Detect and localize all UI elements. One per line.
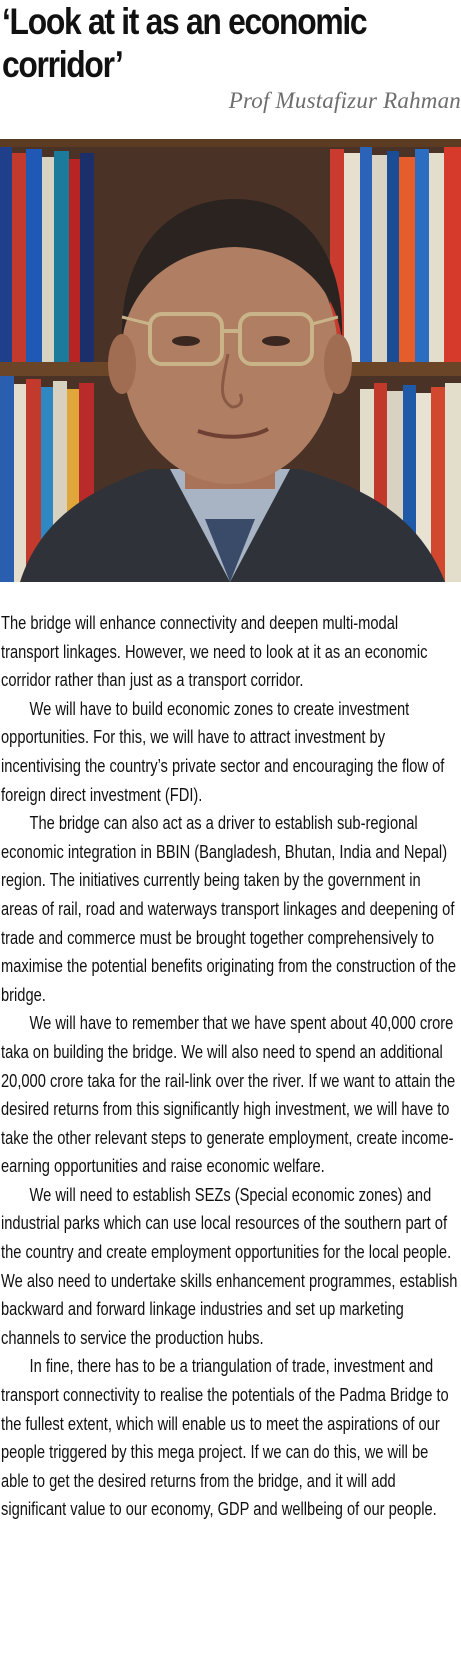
paragraph: We will need to establish SEZs (Special economic zones) and industrial parks which can use local resources of the southern part of the country and create employment opportunities for the local people. We also need to undertake skills enhancement programmes, establish backward and forward linkage industries and set up marketing channels to service the production hubs.	[1, 1184, 458, 1348]
byline: Prof Mustafizur Rahman	[228, 88, 461, 113]
article-body	[1, 609, 457, 1524]
portrait-photo	[0, 139, 461, 582]
paragraph: In fine, there has to be a triangulation of trade, investment and transport connectivity to realise the potentials of the Padma Bridge to the fullest extent, which will enable us to meet the aspirations of our people triggered by this mega project. If we can do this, we will be able to get the desired returns from the bridge, and it will add significant value to our economy, GDP and wellbeing of our people.	[1, 1356, 449, 1520]
paragraph: We will have to build economic zones to create investment opportunities. For this, we will have to attract investment by incentivising the country’s private sector and encouraging the flow of foreign direct investment (FDI).	[1, 698, 445, 805]
paragraph: The bridge can also act as a driver to establish sub-regional economic integration in BBIN (Bangladesh, Bhutan, India and Nepal) region. The initiatives currently being taken by the government in areas of rail, road and waterways transport linkages and deepening of trade and commerce must be brought together comprehensively to maximise the potential benefits originating from the construction of the bridge.	[1, 813, 457, 1005]
headline: ‘Look at it as an economic corridor’	[2, 1, 367, 85]
paragraph: We will have to remember that we have spent about 40,000 crore taka on building the bridge. We will also need to spend an additional 20,000 crore taka for the rail-link over the river. If we want to attain the desired returns from this significantly high investment, we will have to take the other relevant steps to generate employment, create income-earning opportunities and raise economic welfare.	[1, 1013, 456, 1177]
paragraph: The bridge will enhance connectivity and deepen multi-modal transport linkages. However, we need to look at it as an economic corridor rather than just as a transport corridor.	[1, 613, 428, 691]
